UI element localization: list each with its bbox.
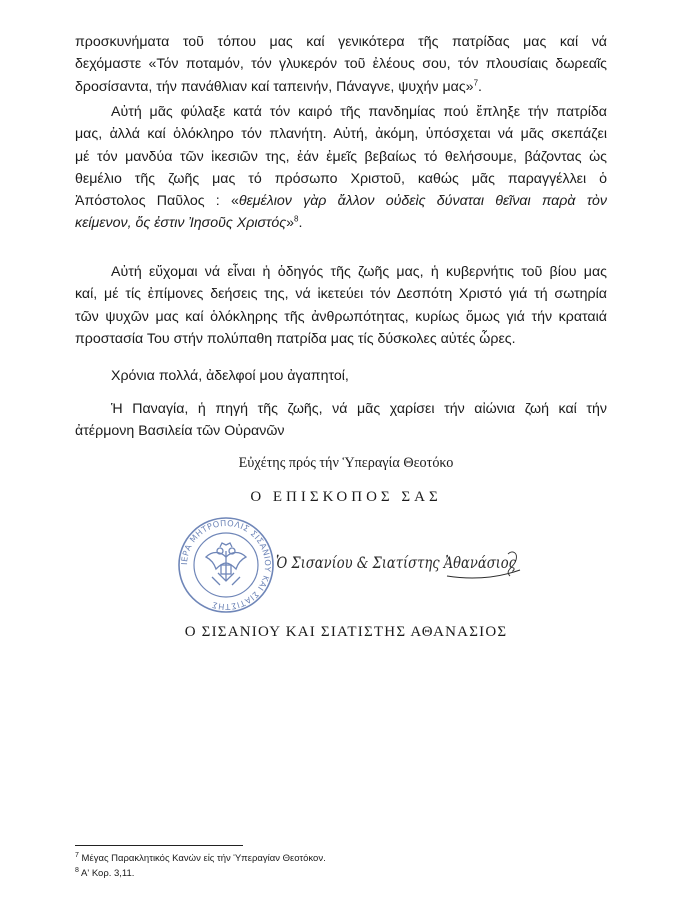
signature-script: Ὁ Σισανίου & Σιατίστης Ἀθανάσιος: [276, 553, 517, 572]
text-line: θεμέλιο τῆς ζωῆς μας τό πρόσωπο Χριστοῦ, καθώς μᾶς παραγγέλλει ὁ: [75, 170, 607, 187]
text-span: .: [478, 78, 482, 95]
text-line: μέ τόν μανδύα τῶν ἱκεσιῶν της, ἐάν ἐμεῖς βεβαίως τό θελήσουμε, βάζοντας ὡς: [75, 148, 607, 165]
text-span: Ἀπόστολος Παῦλος : «: [75, 193, 239, 210]
footnote-text: Α' Κορ. 3,11.: [81, 868, 135, 879]
paragraph-3: [75, 261, 607, 350]
text-line: [75, 76, 607, 98]
footnote-number: 8: [75, 866, 79, 874]
footnote-divider: [75, 845, 243, 846]
footnote-text: Μέγας Παρακλητικός Κανών εἰς τήν Ὑπεραγίαν Θεοτόκον.: [81, 853, 326, 864]
paragraph-5: [75, 398, 607, 443]
paragraph-2: [75, 101, 607, 235]
quotation-italic: κείμενον, ὅς ἐστιν Ἰησοῦς Χριστός: [75, 215, 287, 232]
paragraph-4: [75, 365, 607, 387]
text-line: Χρόνια πολλά, ἀδελφοί μου ἀγαπητοί,: [111, 368, 349, 384]
signatory-name: Ο ΣΙΣΑΝΙΟΥ ΚΑΙ ΣΙΑΤΙΣΤΗΣ ΑΘΑΝΑΣΙΟΣ: [184, 624, 508, 640]
text-line: Αὐτή εὔχομαι νά εἶναι ἡ ὁδηγός τῆς ζωῆς μας, ἡ κυβερνήτις τοῦ βίου μας: [111, 264, 607, 280]
text-line: [75, 212, 607, 234]
text-span: .: [298, 215, 303, 232]
text-line: ἀτέρμονη Βασιλεία τῶν Οὐρανῶν: [75, 423, 285, 440]
text-line: προστασία Του στήν πολύπαθη πατρίδα μας τίς δύσκολες αὐτές ὧρες.: [75, 330, 516, 347]
footnote-number: 7: [75, 851, 79, 859]
eagle-emblem-icon: [206, 543, 246, 585]
text-line: Αὐτή μᾶς φύλαξε κατά τόν καιρό τῆς πανδημίας πού ἔπληξε τήν πατρίδα: [111, 104, 607, 120]
signature: [272, 540, 528, 584]
quotation-italic: θεμέλιον γὰρ ἄλλον οὐδεὶς δύναται θεῖναι παρὰ τὸν: [238, 193, 608, 210]
text-line: καί, μέ τίς ἐπίμονες δεήσεις της, νά ἱκετεύει τόν Δεσπότη Χριστό γιά τή σωτηρία: [75, 286, 607, 303]
text-line: [75, 190, 607, 212]
text-span: δροσίσαντα, τήν πανάθλιαν καί ταπεινήν, Πάναγνε, ψυχήν μας»: [75, 78, 474, 95]
closing-salutation: Εὐχέτης πρός τήν Ὑπεραγία Θεοτόκο: [238, 455, 454, 471]
text-line: μας, ἀλλά καί ὁλόκληρο τόν πλανήτη. Αὐτή, ἀκόμη, ὑπόσχεται νά μᾶς σκεπάζει: [75, 126, 607, 143]
metropolis-seal: [176, 515, 276, 615]
signatory-title: Ο ΕΠΙΣΚΟΠΟΣ ΣΑΣ: [250, 489, 442, 505]
paragraph-1: [75, 31, 607, 98]
footnote-ref-7: 7: [473, 77, 479, 87]
footnote-ref-8: 8: [294, 214, 299, 224]
footnote-8: [75, 868, 134, 880]
seal-text: ΙΕΡΑ ΜΗΤΡΟΠΟΛΙΣ ΣΙΣΑΝΙΟΥ ΚΑΙ ΣΙΑΤΙΣΤΗΣ: [178, 517, 274, 613]
text-line: Ἡ Παναγία, ἡ πηγή τῆς ζωῆς, νά μᾶς χαρίσει τήν αἰώνια ζωή καί τήν: [111, 401, 607, 417]
text-line: προσκυνήματα τοῦ τόπου μας καί γενικότερα τῆς πατρίδας μας καί νά: [75, 34, 607, 50]
text-span: »: [286, 215, 295, 232]
text-line: τῶν ψυχῶν μας καί ὁλόκληρης τῆς ἀνθρωπότητας, κυρίως ὅμως γιά τήν κραταιά: [75, 308, 607, 325]
text-line: δεχόμαστε «Τόν ποταμόν, τόν γλυκερόν τοῦ ἐλέους σου, τόν πλουσίαις δωρεαῖς: [75, 56, 607, 73]
footnote-7: [75, 853, 326, 865]
